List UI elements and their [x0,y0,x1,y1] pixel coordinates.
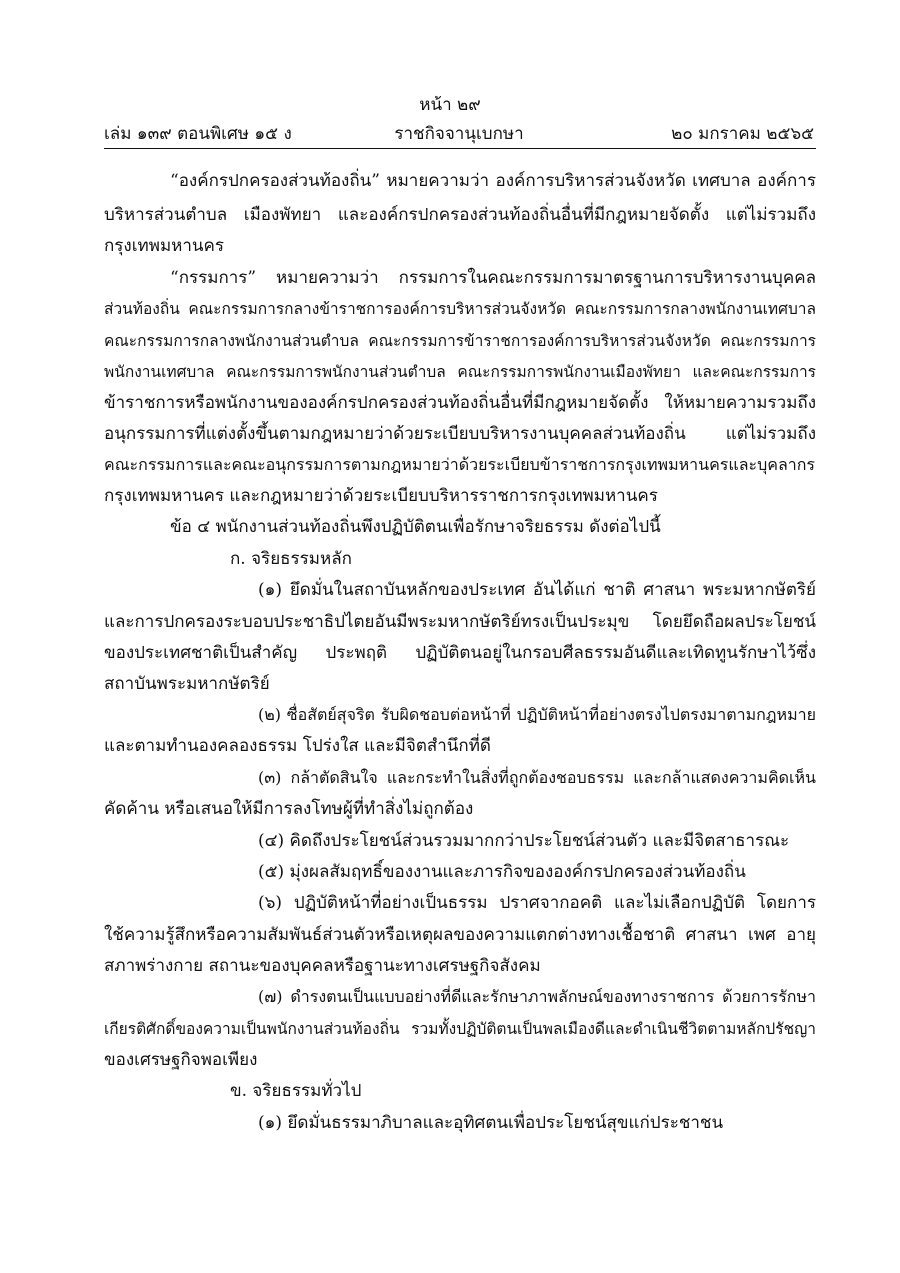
body-line: คณะกรรมการและคณะอนุกรรมการตามกฎหมายว่าด้วยระเบียบข้าราชการกรุงเทพมหานครและบุคลากร [104,455,816,474]
body-line: และการปกครองระบอบประชาธิปไตยอันมีพระมหากษัตริย์ทรงเป็นประมุข โดยยึดถือผลประโยชน์ [104,612,816,632]
body-line: อนุกรรมการที่แต่งตั้งขึ้นตามกฎหมายว่าด้วยระเบียบบริหารงานบุคคลส่วนท้องถิ่น แต่ไม่รวมถึง [104,424,816,444]
body-line: (๔) คิดถึงประโยชน์ส่วนรวมมากกว่าประโยชน์ส่วนตัว และมีจิตสาธารณะ [258,831,790,851]
body-line: (๕) มุ่งผลสัมฤทธิ์ของงานและภารกิจขององค์กรปกครองส่วนท้องถิ่น [258,862,746,882]
body-line: เกียรติศักดิ์ของความเป็นพนักงานส่วนท้องถิ่น รวมทั้งปฏิบัติตนเป็นพลเมืองดีและดำเนินชีวิตตามหลักปรัชญา [104,1020,816,1038]
body-line: สถาบันพระมหากษัตริย์ [104,674,270,694]
body-line: กรุงเทพมหานคร [104,236,225,256]
body-line: ของประเทศชาติเป็นสำคัญ ประพฤติ ปฏิบัติตนอยู่ในกรอบศีลธรรมอันดีและเทิดทูนรักษาไว้ซึ่ง [104,643,816,663]
page-number: หน้า ๒๙ [419,95,481,115]
body-line: (๗) ดำรงตนเป็นแบบอย่างที่ดีและรักษาภาพลักษณ์ของทางราชการ ด้วยการรักษา [258,987,816,1006]
body-line: สภาพร่างกาย สถานะของบุคคลหรือฐานะทางเศรษฐกิจสังคม [104,956,541,976]
body-line: และตามทำนองคลองธรรม โปร่งใส และมีจิตสำนึกที่ดี [104,736,491,756]
body-line: (๒) ซื่อสัตย์สุจริต รับผิดชอบต่อหน้าที่ ปฏิบัติหน้าที่อย่างตรงไปตรงมาตามกฎหมาย [258,705,816,724]
body-line: (๓) กล้าตัดสินใจ และกระทำในสิ่งที่ถูกต้องชอบธรรม และกล้าแสดงความคิดเห็น [258,768,816,787]
gazette-header [104,120,814,146]
body-line: กรุงเทพมหานคร และกฎหมายว่าด้วยระเบียบบริหารราชการกรุงเทพมหานคร [104,486,658,506]
body-line: “กรรมการ” หมายความว่า กรรมการในคณะกรรมการมาตรฐานการบริหารงานบุคคล [170,268,816,288]
body-line: “องค์กรปกครองส่วนท้องถิ่น” หมายความว่า องค์การบริหารส่วนจังหวัด เทศบาล องค์การ [170,171,816,191]
section-heading: ก. จริยธรรมหลัก [230,549,352,569]
publication-title: ราชกิจจานุเบกษา [394,124,524,144]
body-line: บริหารส่วนตำบล เมืองพัทยา และองค์กรปกครองส่วนท้องถิ่นอื่นที่มีกฎหมายจัดตั้ง แต่ไม่รวมถึง [104,205,816,225]
body-line: (๑) ยึดมั่นธรรมาภิบาลและอุทิศตนเพื่อประโยชน์สุขแก่ประชาชน [258,1113,724,1133]
body-line: ใช้ความรู้สึกหรือความสัมพันธ์ส่วนตัวหรือเหตุผลของความแตกต่างทางเชื้อชาติ ศาสนา เพศ อายุ [104,925,816,945]
section-heading: ข. จริยธรรมทั่วไป [230,1081,362,1101]
clause-heading: ข้อ ๔ พนักงานส่วนท้องถิ่นพึงปฏิบัติตนเพื่อรักษาจริยธรรม ดังต่อไปนี้ [170,517,661,537]
body-line: คณะกรรมการกลางพนักงานส่วนตำบล คณะกรรมการข้าราชการองค์การบริหารส่วนจังหวัด คณะกรรมการ [104,332,816,350]
body-line: ข้าราชการหรือพนักงานขององค์กรปกครองส่วนท้องถิ่นอื่นที่มีกฎหมายจัดตั้ง ให้หมายความรวมถึง [104,393,816,413]
body-line: (๑) ยึดมั่นในสถาบันหลักของประเทศ อันได้แก่ ชาติ ศาสนา พระมหากษัตริย์ [258,580,816,600]
issue-info: เล่ม ๑๓๙ ตอนพิเศษ ๑๕ ง [104,124,292,144]
body-line: พนักงานเทศบาล คณะกรรมการพนักงานส่วนตำบล คณะกรรมการพนักงานเมืองพัทยา และคณะกรรมการ [104,363,816,381]
body-line: ของเศรษฐกิจพอเพียง [104,1050,258,1070]
header-divider [104,148,816,149]
publication-date: ๒๐ มกราคม ๒๕๖๕ [671,124,814,144]
body-line: คัดค้าน หรือเสนอให้มีการลงโทษผู้ที่ทำสิ่งไม่ถูกต้อง [104,799,474,819]
body-line: ส่วนท้องถิ่น คณะกรรมการกลางข้าราชการองค์การบริหารส่วนจังหวัด คณะกรรมการกลางพนักงานเทศบาล [104,300,816,318]
body-line: (๖) ปฏิบัติหน้าที่อย่างเป็นธรรม ปราศจากอคติ และไม่เลือกปฏิบัติ โดยการ [258,893,816,913]
